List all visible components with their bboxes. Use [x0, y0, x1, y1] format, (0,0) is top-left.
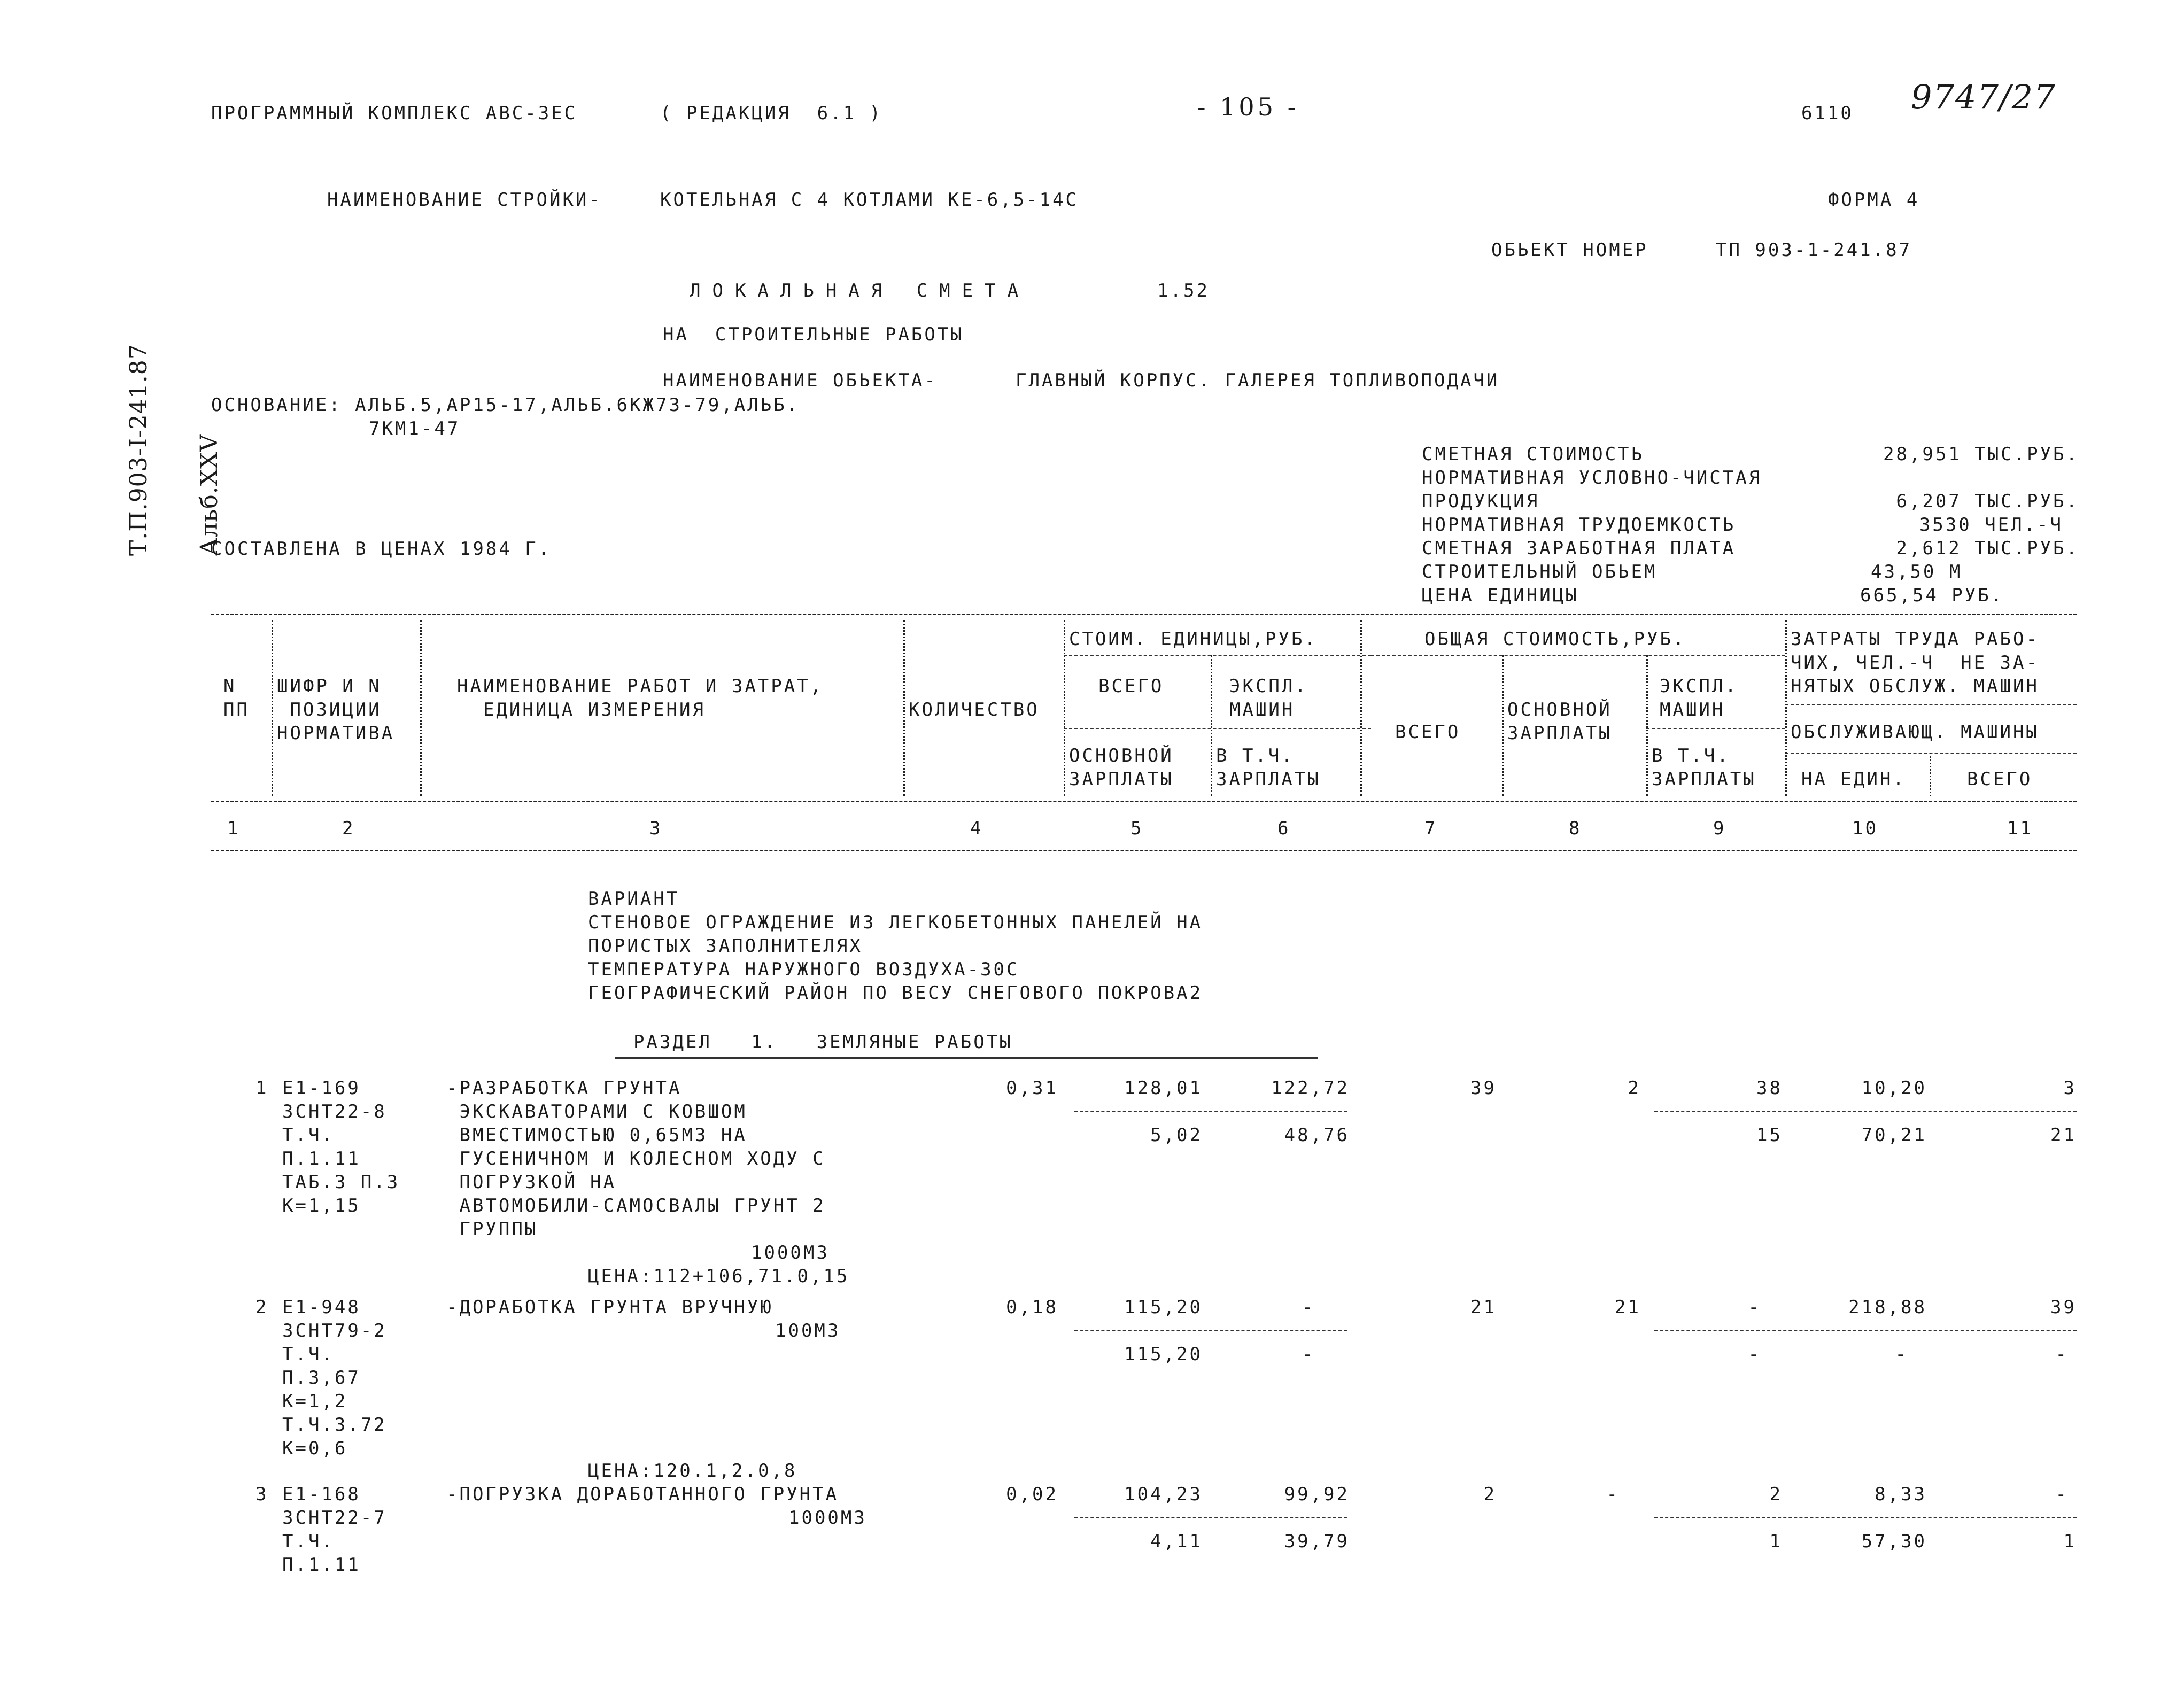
row-code: Е1-168 3СНТ22-7 Т.Ч. П.1.11 [282, 1484, 387, 1576]
sheet-code: 6110 [1801, 103, 1854, 124]
object-name-label: НАИМЕНОВАНИЕ ОБЬЕКТА- [663, 370, 938, 391]
side-stamp-line-2: Альб.XXV [196, 433, 223, 556]
variant-line: ПОРИСТЫХ ЗАПОЛНИТЕЛЯХ [588, 935, 863, 957]
summary-value: 665,54 РУБ. [1860, 585, 2004, 606]
row-separator [1074, 1330, 1347, 1331]
row-total-base: 2 [1628, 1077, 1641, 1099]
summary-value: 43,50 М [1871, 561, 1963, 583]
row-labor-unit: 8,33 [1875, 1484, 1927, 1505]
object-number-label: ОБЬЕКТ НОМЕР [1491, 239, 1648, 261]
summary-label: СМЕТНАЯ СТОИМОСТЬ [1422, 444, 1644, 465]
col-divider [1930, 753, 1931, 796]
summary-value: 3530 ЧЕЛ.-Ч [1919, 514, 2063, 536]
row-unit: 100М3 [775, 1320, 841, 1342]
prices-line: СОСТАВЛЕНА В ЦЕНАХ 1984 Г. [211, 538, 552, 560]
col-divider [420, 620, 422, 796]
row-unit-incl: - [1302, 1344, 1315, 1365]
row-total-mach: 2 [1769, 1484, 1783, 1505]
row-qty: 0,18 [1006, 1297, 1058, 1318]
row-unit-incl: 39,79 [1284, 1531, 1350, 1552]
header-unit-total: ВСЕГО [1098, 676, 1164, 697]
construction-value: КОТЕЛЬНАЯ С 4 КОТЛАМИ КЕ-6,5-14С [660, 189, 1079, 211]
row-total: 2 [1483, 1484, 1497, 1505]
row-price-note: ЦЕНА:112+106,71.0,15 [588, 1266, 850, 1287]
row-code: Е1-169 3СНТ22-8 Т.Ч. П.1.11 ТАБ.3 П.3 К=1,15 [282, 1077, 400, 1216]
col-number: 5 [1130, 818, 1144, 839]
header-total-all: ВСЕГО [1395, 722, 1461, 743]
row-unit-base: 5,02 [1150, 1125, 1203, 1146]
header-total-mach: ЭКСПЛ. МАШИН [1660, 676, 1738, 720]
col-number: 1 [227, 818, 241, 839]
row-number: 2 [255, 1297, 269, 1318]
rule-top [211, 614, 2077, 615]
col-divider [1646, 655, 1648, 796]
row-separator [1654, 1517, 2077, 1518]
col-divider [1064, 620, 1065, 796]
row-labor-unit-serv: - [1895, 1344, 1908, 1365]
row-number: 1 [255, 1077, 269, 1099]
summary-value: 6,207 ТЫС.РУБ. [1896, 491, 2079, 512]
row-total-mach: 38 [1756, 1077, 1783, 1099]
col-divider [1211, 655, 1212, 796]
row-unit-total: 128,01 [1124, 1077, 1203, 1099]
row-total-incl: 15 [1756, 1125, 1783, 1146]
col-divider [1785, 620, 1787, 796]
basis-line-2: 7КМ1-47 [369, 418, 461, 439]
row-separator [1074, 1517, 1347, 1518]
side-stamp-line-1: Т.П.903-I-241.87 [125, 344, 152, 556]
program-name: ПРОГРАММНЫЙ КОМПЛЕКС АВС-3ЕС [211, 103, 578, 124]
row-separator [1654, 1330, 2077, 1331]
rule-numbers-bottom [211, 850, 2077, 851]
basis-line-1: ОСНОВАНИЕ: АЛЬБ.5,АР15-17,АЛЬБ.6КЖ73-79,АЛЬБ. [211, 394, 800, 416]
row-total-incl: - [1748, 1344, 1761, 1365]
variant-line: СТЕНОВОЕ ОГРАЖДЕНИЕ ИЗ ЛЕГКОБЕТОННЫХ ПАНЕЛЕЙ НА [588, 912, 1203, 933]
row-labor-unit-serv: 57,30 [1861, 1531, 1927, 1552]
row-unit-incl: 48,76 [1284, 1125, 1350, 1146]
row-unit-base: 115,20 [1124, 1344, 1203, 1365]
summary-label: НОРМАТИВНАЯ УСЛОВНО-ЧИСТАЯ [1422, 467, 1762, 489]
header-total-incl: В Т.Ч. ЗАРПЛАТЫ [1652, 745, 1756, 790]
summary-label: ЦЕНА ЕДИНИЦЫ [1422, 585, 1579, 606]
col-number: 3 [649, 818, 663, 839]
row-qty: 0,02 [1006, 1484, 1058, 1505]
rule-sub [1785, 704, 2077, 705]
header-unit-cost: СТОИМ. ЕДИНИЦЫ,РУБ. [1069, 629, 1318, 650]
variant-line: ВАРИАНТ [588, 888, 680, 910]
row-unit-mach: 122,72 [1271, 1077, 1350, 1099]
header-unit-mach: ЭКСПЛ. МАШИН [1229, 676, 1308, 720]
row-number: 3 [255, 1484, 269, 1505]
row-unit-base: 4,11 [1150, 1531, 1203, 1552]
col-number: 6 [1277, 818, 1291, 839]
summary-label: СМЕТНАЯ ЗАРАБОТНАЯ ПЛАТА [1422, 538, 1736, 559]
row-separator [1654, 1111, 2077, 1112]
header-n: N ПП [223, 676, 250, 720]
row-labor-unit: 10,20 [1861, 1077, 1927, 1099]
rule-sub [1064, 728, 1371, 729]
summary-label: СТРОИТЕЛЬНЫЙ ОБЬЕМ [1422, 561, 1658, 583]
row-unit: 1000М3 [751, 1242, 830, 1263]
col-number: 7 [1424, 818, 1438, 839]
rule-sub [1371, 655, 1785, 656]
row-total-mach: - [1748, 1297, 1761, 1318]
header-qty: КОЛИЧЕСТВО [909, 699, 1040, 720]
row-code: Е1-948 3СНТ79-2 Т.Ч. П.3,67 К=1,2 Т.Ч.3.72 К=0,6 [282, 1297, 387, 1459]
section-title: РАЗДЕЛ 1. ЗЕМЛЯНЫЕ РАБОТЫ [633, 1032, 1013, 1053]
col-number: 4 [970, 818, 983, 839]
row-separator [1074, 1111, 1347, 1112]
form-label: ФОРМА 4 [1828, 189, 1920, 211]
rule-sub [1064, 655, 1371, 656]
col-divider [1360, 620, 1362, 796]
row-labor-total-serv: 1 [2063, 1531, 2077, 1552]
summary-value: 2,612 ТЫС.РУБ. [1896, 538, 2079, 559]
document-title: ЛОКАЛЬНАЯ СМЕТА [690, 280, 1031, 301]
col-divider [1502, 655, 1504, 796]
row-name: -РАЗРАБОТКА ГРУНТА ЭКСКАВАТОРАМИ С КОВШОМ ВМЕСТИМОСТЬЮ 0,65М3 НА ГУСЕНИЧНОМ И КОЛЕСНОМ ХОДУ С ПОГРУЗКОЙ НА АВТОМОБИЛИ-САМОСВАЛЫ ГРУНТ 2 ГРУППЫ [446, 1077, 826, 1240]
rule-header-bottom [211, 801, 2077, 802]
section-underline [615, 1057, 1318, 1061]
row-labor-unit-serv: 70,21 [1861, 1125, 1927, 1146]
row-unit-mach: - [1302, 1297, 1315, 1318]
header-labor-serv: ОБСЛУЖИВАЮЩ. МАШИНЫ [1791, 722, 2039, 743]
program-edition: ( РЕДАКЦИЯ 6.1 ) [660, 103, 882, 124]
row-total-base: 21 [1615, 1297, 1641, 1318]
object-name-value: ГЛАВНЫЙ КОРПУС. ГАЛЕРЕЯ ТОПЛИВОПОДАЧИ [1016, 370, 1500, 391]
row-labor-total: 39 [2050, 1297, 2077, 1318]
row-total: 21 [1470, 1297, 1497, 1318]
document-subtitle: НА СТРОИТЕЛЬНЫЕ РАБОТЫ [663, 324, 964, 345]
col-number: 11 [2007, 818, 2033, 839]
header-unit-incl: В Т.Ч. ЗАРПЛАТЫ [1216, 745, 1321, 790]
header-labor-unit: НА ЕДИН. [1801, 769, 1906, 790]
side-stamp [80, 344, 245, 556]
col-number: 8 [1569, 818, 1582, 839]
row-unit-total: 115,20 [1124, 1297, 1203, 1318]
row-qty: 0,31 [1006, 1077, 1058, 1099]
row-labor-total: - [2055, 1484, 2069, 1505]
document-title-number: 1.52 [1157, 280, 1210, 301]
header-name: НАИМЕНОВАНИЕ РАБОТ И ЗАТРАТ, ЕДИНИЦА ИЗМЕРЕНИЯ [457, 676, 824, 720]
col-number: 9 [1713, 818, 1726, 839]
variant-line: ТЕМПЕРАТУРА НАРУЖНОГО ВОЗДУХА-30С [588, 959, 1020, 980]
summary-value: 28,951 ТЫС.РУБ. [1883, 444, 2079, 465]
row-labor-total-serv: - [2055, 1344, 2069, 1365]
page-number: - 105 - [1197, 92, 1299, 121]
row-unit-total: 104,23 [1124, 1484, 1203, 1505]
summary-label: НОРМАТИВНАЯ ТРУДОЕМКОСТЬ [1422, 514, 1736, 536]
handwritten-number: 9747/27 [1911, 77, 2056, 117]
row-total-incl: 1 [1769, 1531, 1783, 1552]
col-number: 2 [342, 818, 355, 839]
row-unit-mach: 99,92 [1284, 1484, 1350, 1505]
row-labor-unit: 218,88 [1848, 1297, 1927, 1318]
row-total-base: - [1606, 1484, 1620, 1505]
header-unit-base: ОСНОВНОЙ ЗАРПЛАТЫ [1069, 745, 1174, 790]
header-total-cost: ОБЩАЯ СТОИМОСТЬ,РУБ. [1424, 629, 1686, 650]
object-number-value: ТП 903-1-241.87 [1716, 239, 1912, 261]
col-number: 10 [1852, 818, 1878, 839]
row-price-note: ЦЕНА:120.1,2.0,8 [588, 1460, 797, 1482]
header-total-base: ОСНОВНОЙ ЗАРПЛАТЫ [1507, 699, 1612, 744]
header-labor: ЗАТРАТЫ ТРУДА РАБО- ЧИХ, ЧЕЛ.-Ч НЕ ЗА- НЯТЫХ ОБСЛУЖ. МАШИН [1791, 629, 2039, 697]
construction-label: НАИМЕНОВАНИЕ СТРОЙКИ- [327, 189, 602, 211]
row-total: 39 [1470, 1077, 1497, 1099]
row-name: -ДОРАБОТКА ГРУНТА ВРУЧНУЮ [446, 1297, 773, 1318]
row-labor-total-serv: 21 [2050, 1125, 2077, 1146]
rule-sub [1646, 728, 1785, 729]
row-unit: 1000М3 [788, 1507, 867, 1529]
summary-label: ПРОДУКЦИЯ [1422, 491, 1540, 512]
header-labor-total: ВСЕГО [1967, 769, 2033, 790]
variant-line: ГЕОГРАФИЧЕСКИЙ РАЙОН ПО ВЕСУ СНЕГОВОГО ПОКРОВА2 [588, 982, 1203, 1004]
col-divider [903, 620, 905, 796]
row-labor-total: 3 [2063, 1077, 2077, 1099]
col-divider [272, 620, 273, 796]
row-name: -ПОГРУЗКА ДОРАБОТАННОГО ГРУНТА [446, 1484, 839, 1505]
header-code: ШИФР И N ПОЗИЦИИ НОРМАТИВА [277, 676, 395, 744]
